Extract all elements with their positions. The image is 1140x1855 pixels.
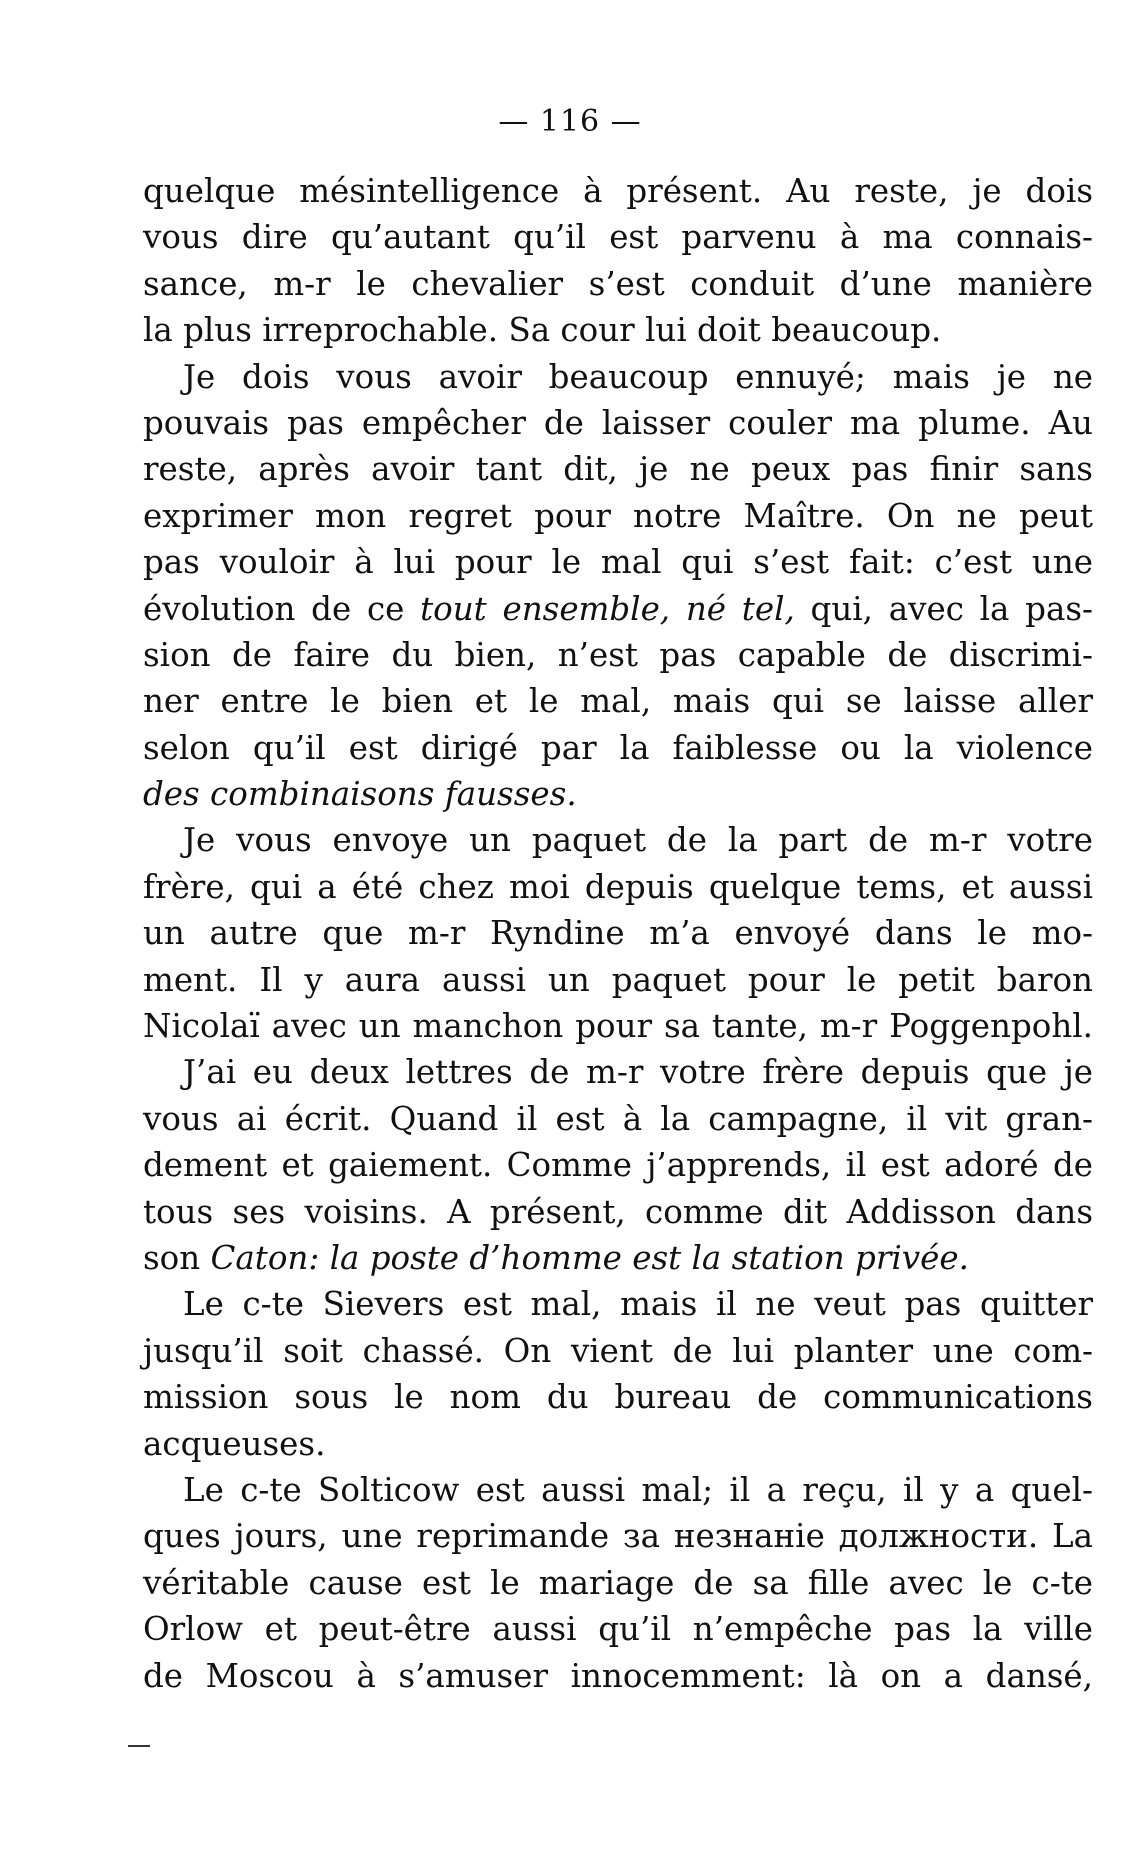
text-line: pas vouloir à lui pour le mal qui s’est fait: c’est une [143, 543, 1093, 582]
body-text [143, 168, 1093, 1699]
text-line: acqueuses. [143, 1424, 326, 1463]
text-line: jusqu’il soit chassé. On vient de lui planter une com- [143, 1331, 1093, 1370]
italic-run: des combinaisons fausses. [143, 775, 577, 814]
text-line: dement et gaiement. Comme j’apprends, il est adoré de [143, 1146, 1093, 1185]
text-line: mission sous le nom du bureau de communications [143, 1378, 1093, 1417]
text-line: vous dire qu’autant qu’il est parvenu à ma connais- [143, 218, 1093, 257]
text-line: véritable cause est le mariage de sa fille avec le c-te [143, 1563, 1093, 1602]
text-line: J’ai eu deux lettres de m-r votre frère depuis que je [183, 1053, 1093, 1092]
text-line: la plus irreprochable. Sa cour lui doit beaucoup. [143, 311, 942, 350]
text-line: sance, m-r le chevalier s’est conduit d’une manière [143, 264, 1093, 303]
printer-mark [128, 1745, 150, 1747]
text-line [143, 1235, 1093, 1281]
text-line [143, 771, 1093, 817]
text-line: un autre que m-r Ryndine m’a envoyé dans le mo- [143, 914, 1093, 953]
text-line: frère, qui a été chez moi depuis quelque tems, et aussi [143, 867, 1093, 906]
text-line: Je dois vous avoir beaucoup ennuyé; mais je ne [183, 357, 1093, 396]
text-line: selon qu’il est dirigé par la faiblesse ou la violence [143, 728, 1093, 767]
text-run: qui, avec la pas- [794, 589, 1093, 628]
text-line: de Moscou à s’amuser innocemment: là on a dansé, [143, 1656, 1093, 1695]
text-line: ques jours, une reprimande за незнанiе должности. La [143, 1517, 1093, 1556]
text-line: pouvais pas empêcher de laisser couler ma plume. Au [143, 403, 1093, 442]
text-line: ment. Il y aura aussi un paquet pour le petit baron [143, 960, 1093, 999]
text-line: Nicolaï avec un manchon pour sa tante, m-r Poggenpohl. [143, 1007, 1093, 1046]
text-line: Le c-te Sievers est mal, mais il ne veut pas quitter [183, 1285, 1093, 1324]
text-line: reste, après avoir tant dit, je ne peux pas finir sans [143, 450, 1093, 489]
text-line: exprimer mon regret pour notre Maître. On ne peut [143, 496, 1093, 535]
text-line: ner entre le bien et le mal, mais qui se laisse aller [143, 682, 1093, 721]
text-run: évolution de ce [143, 589, 421, 628]
italic-run: Caton: la poste d’homme est la station privée. [210, 1238, 969, 1277]
text-line: sion de faire du bien, n’est pas capable de discrimi- [143, 635, 1093, 674]
text-line: quelque mésintelligence à présent. Au reste, je dois [143, 172, 1093, 210]
text-line: Le c-te Solticow est aussi mal; il a reçu, il y a quel- [183, 1470, 1093, 1509]
text-run: son [143, 1238, 211, 1277]
text-line: vous ai écrit. Quand il est à la campagne, il vit gran- [143, 1099, 1093, 1138]
text-line: tous ses voisins. A présent, comme dit Addisson dans [143, 1192, 1093, 1231]
text-line: Orlow et peut-être aussi qu’il n’empêche pas la ville [143, 1610, 1093, 1649]
text-line: Je vous envoye un paquet de la part de m-r votre [183, 821, 1093, 860]
italic-run: tout ensemble, né tel, [420, 589, 795, 628]
text-line [143, 586, 1093, 632]
page-number: — 116 — [498, 104, 642, 139]
